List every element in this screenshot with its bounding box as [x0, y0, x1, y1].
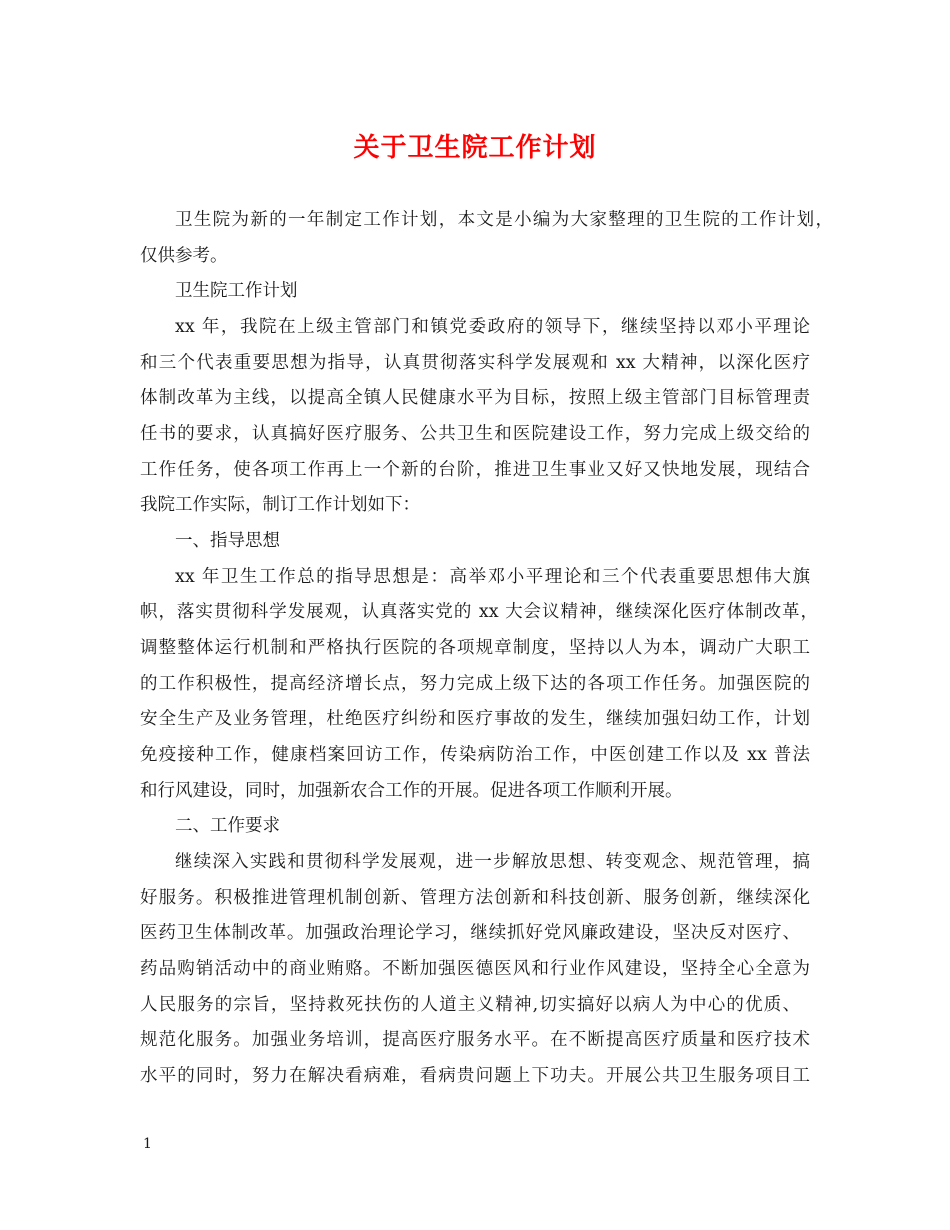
text-line: 安全生产及业务管理，杜绝医疗纠纷和医疗事故的发生，继续加强妇幼工作，计划: [140, 709, 810, 729]
text-line: 规范化服务。加强业务培训，提高医疗服务水平。在不断提高医疗质量和医疗技术: [140, 1030, 810, 1050]
text-line: 的工作积极性，提高经济增长点，努力完成上级下达的各项工作任务。加强医院的: [140, 674, 810, 694]
text-line: 卫生院工作计划: [175, 281, 298, 301]
text-line: xx 年卫生工作总的指导思想是：高举邓小平理论和三个代表重要思想伟大旗: [175, 567, 810, 587]
text-line: 医药卫生体制改革。加强政治理论学习，继续抓好党风廉政建设，坚决反对医疗、: [140, 923, 800, 943]
text-line: 继续深入实践和贯彻科学发展观，进一步解放思想、转变观念、规范管理，搞: [175, 852, 810, 872]
text-line: 和行风建设，同时，加强新农合工作的开展。促进各项工作顺利开展。: [140, 781, 683, 801]
text-line: 卫生院为新的一年制定工作计划，本文是小编为大家整理的卫生院的工作计划，: [175, 210, 833, 230]
text-line: 工作任务，使各项工作再上一个新的台阶，推进卫生事业又好又快地发展，现结合: [140, 460, 810, 480]
text-line: 体制改革为主线，以提高全镇人民健康水平为目标，按照上级主管部门目标管理责: [140, 388, 810, 408]
text-line: 任书的要求，认真搞好医疗服务、公共卫生和医院建设工作，努力完成上级交给的: [140, 424, 810, 444]
text-line: 好服务。积极推进管理机制创新、管理方法创新和科技创新、服务创新，继续深化: [140, 888, 810, 908]
text-line: 人民服务的宗旨，坚持救死扶伤的人道主义精神,切实搞好以病人为中心的优质、: [140, 995, 800, 1015]
page-number: 1: [143, 1136, 152, 1152]
text-line: 我院工作实际，制订工作计划如下：: [140, 495, 420, 515]
section-heading: 一、指导思想: [175, 531, 280, 551]
section-heading: 二、工作要求: [175, 816, 280, 836]
text-line: xx 年，我院在上级主管部门和镇党委政府的领导下，继续坚持以邓小平理论: [175, 317, 810, 337]
text-line: 调整整体运行机制和严格执行医院的各项规章制度，坚持以人为本，调动广大职工: [140, 638, 810, 658]
text-line: 帜，落实贯彻科学发展观，认真落实党的 xx 大会议精神，继续深化医疗体制改革，: [140, 602, 818, 622]
text-line: 水平的同时，努力在解决看病难，看病贵问题上下功夫。开展公共卫生服务项目工: [140, 1066, 810, 1086]
text-line: 仅供参考。: [140, 246, 228, 266]
text-line: 免疫接种工作，健康档案回访工作，传染病防治工作，中医创建工作以及 xx 普法: [140, 745, 810, 765]
text-line: 药品购销活动中的商业贿赂。不断加强医德医风和行业作风建设，坚持全心全意为: [140, 959, 810, 979]
document-title: 关于卫生院工作计划: [353, 133, 597, 163]
text-line: 和三个代表重要思想为指导，认真贯彻落实科学发展观和 xx 大精神，以深化医疗: [140, 353, 810, 373]
